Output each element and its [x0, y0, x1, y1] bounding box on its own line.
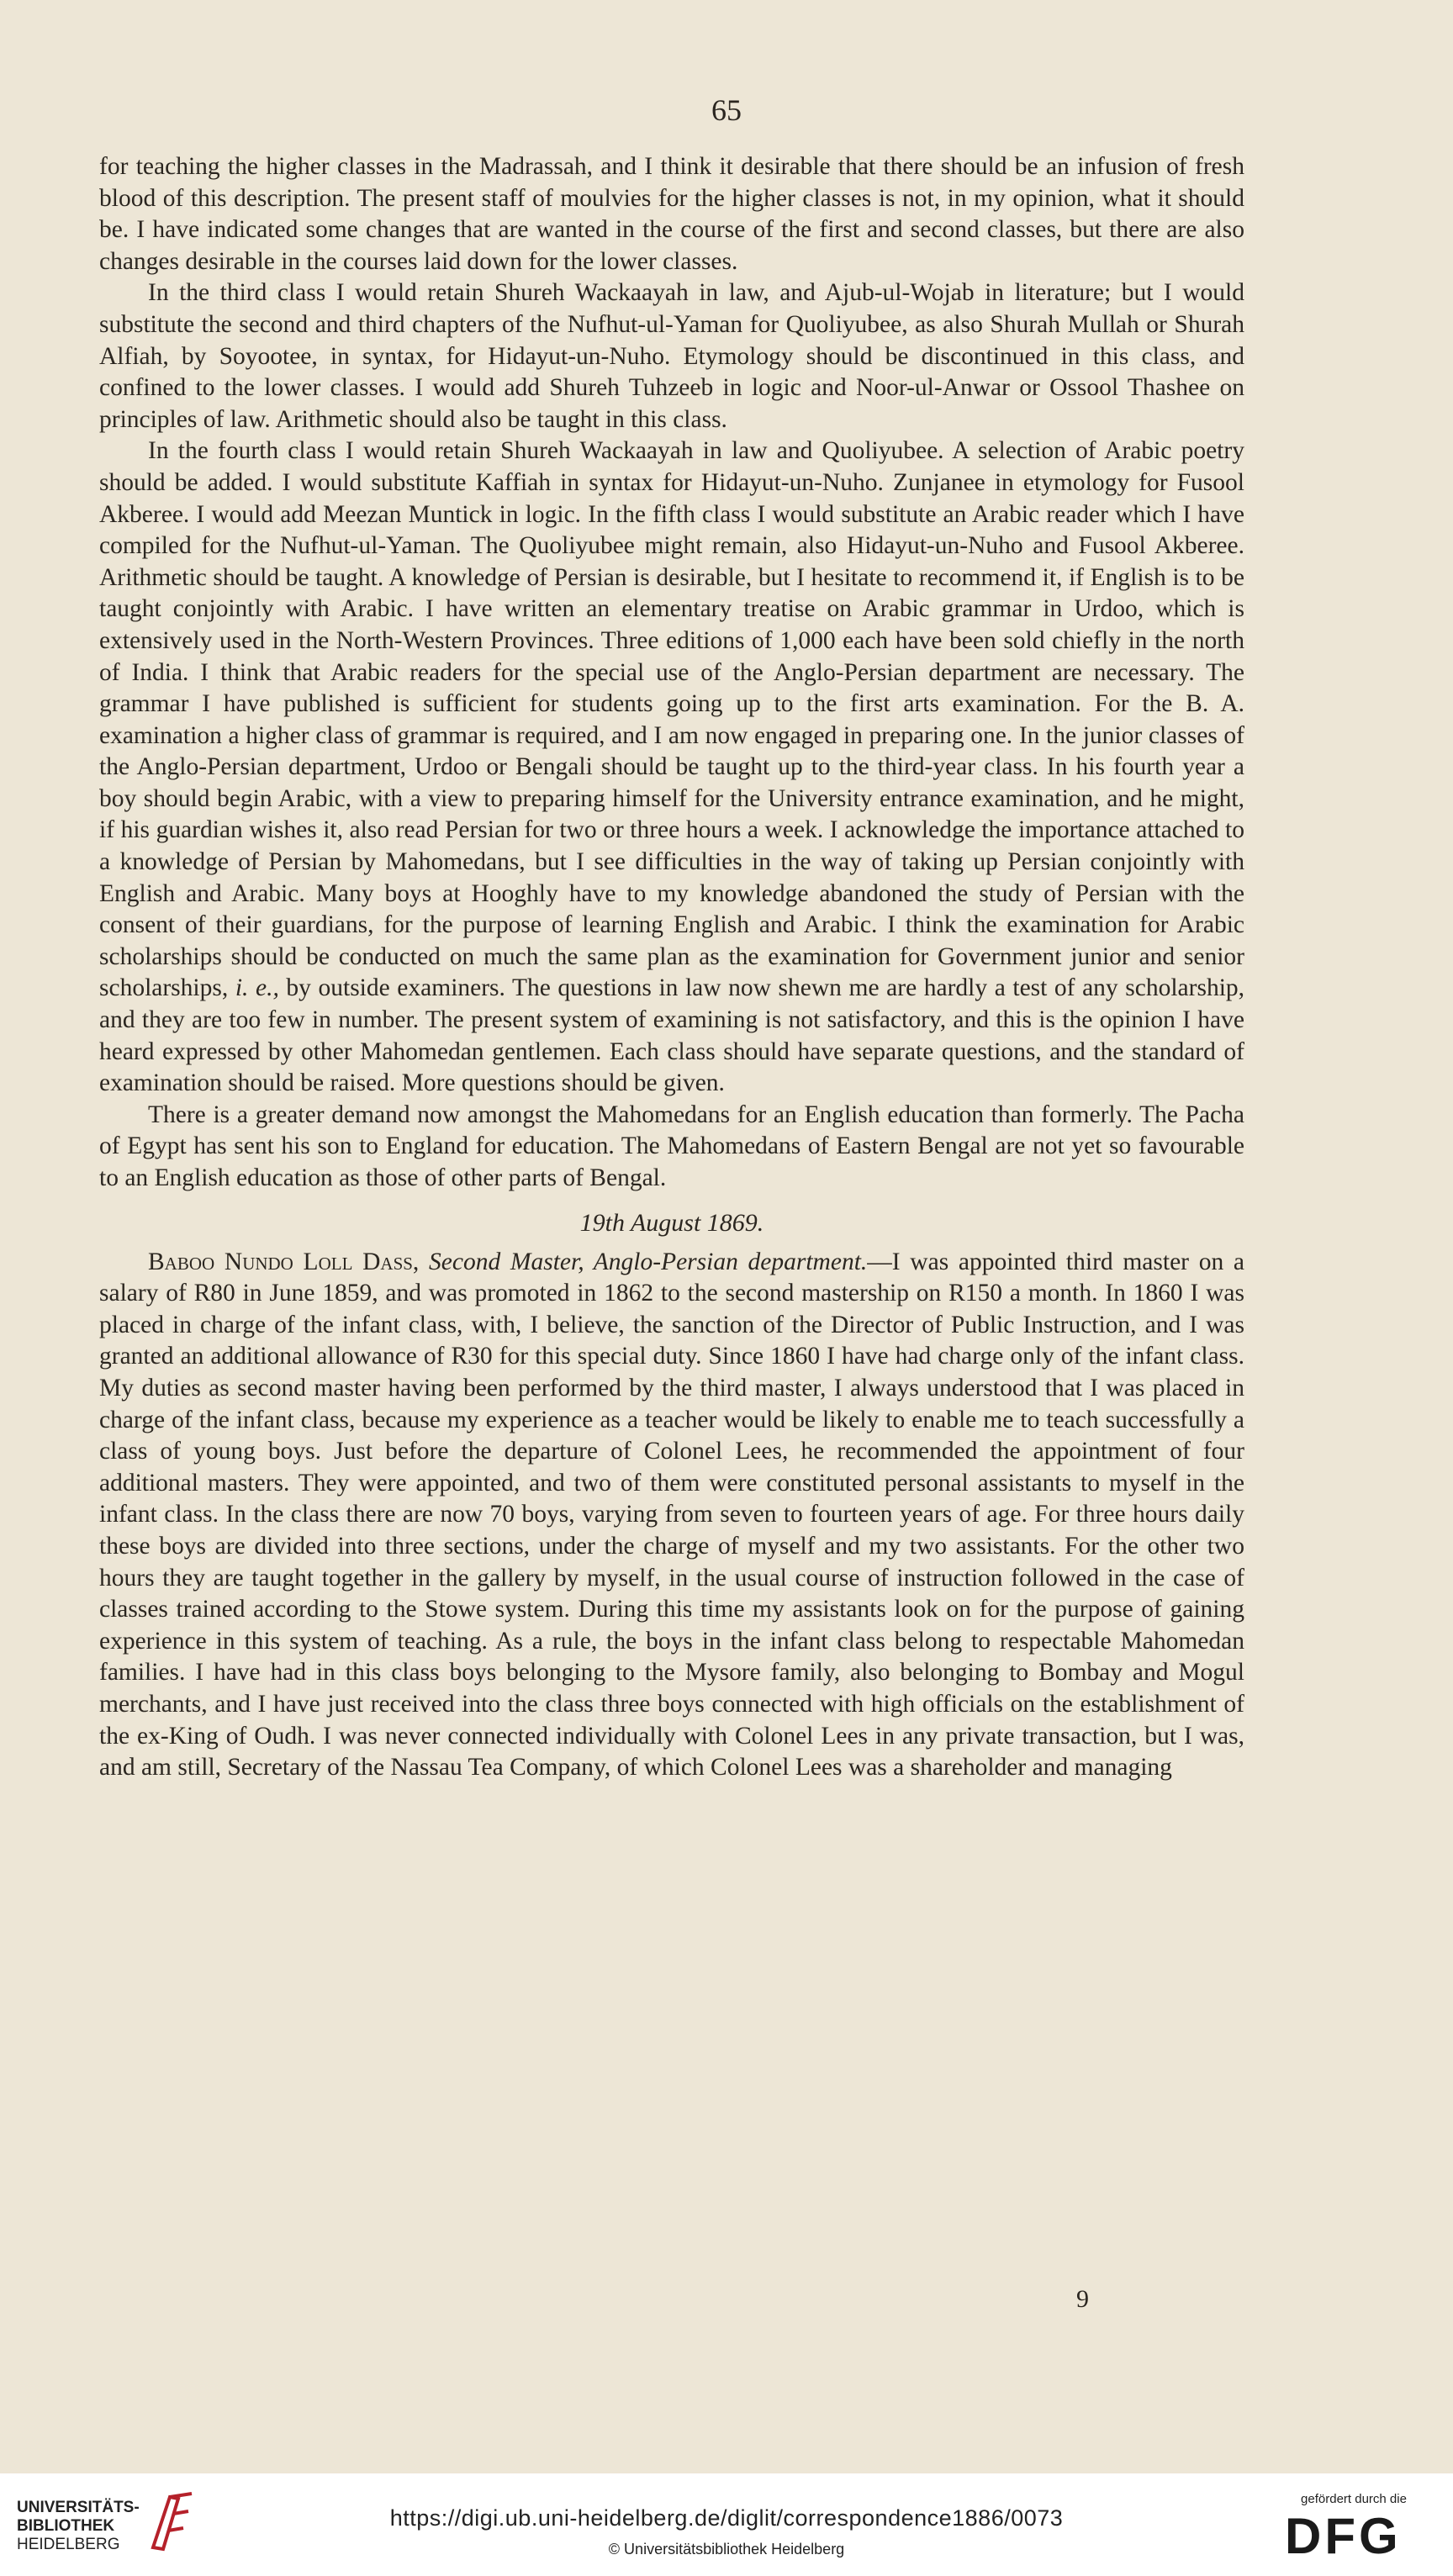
institution-line-2: BIBLIOTHEK	[17, 2517, 115, 2535]
institution-line-3: HEIDELBERG	[17, 2536, 120, 2553]
paragraph-3-tail: by outside examiners. The questions in law now shewn me are hardly a test of any scholarship, and they are too few in number. The present system of examining is not satisfactory, and this is the opinion I have heard expressed by other Mahomedan gentlemen. Each class should have separate questions, and the standard of examination should be raised. More questions should be given.	[99, 974, 1245, 1097]
paragraph-1: for teaching the higher classes in the Madrassah, and I think it desirable that there should be an infusion of fresh blood of this description. The present staff of moulvies for the higher classes is not, in my opinion, what it should be. I have indicated some changes that are wanted in the course of the first and second classes, but there are also changes desirable in the courses laid down for the lower classes.	[99, 153, 1244, 275]
witness-title: Second Master, Anglo-Persian department.	[429, 1248, 868, 1275]
paragraph-3-abbrev: i. e.,	[235, 974, 279, 1002]
paragraph-4: There is a greater demand now amongst the Mahomedans for an English education than formerly. The Pacha of Egypt has sent his son to England for education. The Mahomedans of Eastern Bengal are not yet so favourable to an English education as those of other parts of Bengal.	[99, 1101, 1244, 1191]
text-body	[99, 151, 1244, 1784]
paragraph-5-text: —I was appointed third master on a salary of R80 in June 1859, and was promoted in 1862 to the second mastership on R150 a month. In 1860 I was placed in charge of the infant class, with, I believe, the sanction of the Director of Public Instruction, and I was granted an additional allowance of R30 for this special duty. Since 1860 I have had charge only of the infant class. My duties as second master having been performed by the third master, I always understood that I was placed in charge of the infant class, because my experience as a teacher would be likely to enable me to teach successfully a class of young boys. Just before the departure of Colonel Lees, he recommended the appointment of four additional masters. They were appointed, and two of them were constituted personal assistants to myself in the infant class. In the class there are now 70 boys, varying from seven to fourteen years of age. For three hours daily these boys are divided into three sections, under the charge of myself and my two assistants. For the other two hours they are taught together in the gallery by myself, in the usual course of instruction followed in the case of classes trained according to the Stowe system. During this time my assistants look on for the purpose of gaining experience in this system of teaching. As a rule, the boys in the infant class belong to respectable Mahomedan families. I have had in this class boys belonging to the Mysore family, also belonging to Bombay and Mogul merchants, and I have just received into the class three boys connected with high officials on the establishment of the ex-King of Oudh. I was never connected individually with Colonel Lees in any private transaction, but I was, and am still, Secretary of the Nassau Tea Company, of which Colonel Lees was a shareholder and managing	[99, 1248, 1244, 1782]
dfg-logo: DFG	[1285, 2508, 1402, 2564]
copyright-notice: © Universitätsbibliothek Heidelberg	[608, 2541, 845, 2558]
page-number: 65	[711, 93, 742, 127]
witness-name: Baboo Nundo Loll Dass,	[148, 1248, 420, 1275]
signature-mark: 9	[1076, 2285, 1089, 2313]
dateline: 19th August 1869.	[579, 1208, 764, 1237]
paragraph-3	[99, 435, 1244, 1099]
permalink-url[interactable]: https://digi.ub.uni-heidelberg.de/diglit/correspondence1886/0073	[389, 2505, 1064, 2531]
paragraph-5	[99, 1247, 1244, 1784]
funder-label: gefördert durch die	[1301, 2492, 1407, 2506]
institution-line-1: UNIVERSITÄTS-	[17, 2499, 140, 2516]
paragraph-2: In the third class I would retain Shureh Wackaayah in law, and Ajub-ul-Wojab in literature; but I would substitute the second and third chapters of the Nufhut-ul-Yaman for Quoliyubee, as also Shurah Mullah or Shurah Alfiah, by Soyootee, in syntax, for Hidayut-un-Nuho. Etymology should be discontinued in this class, and confined to the lower classes. I would add Shureh Tuhzeeb in logic and Noor-ul-Anwar or Ossool Thashee on principles of law. Arithmetic should also be taught in this class.	[99, 279, 1244, 433]
paragraph-3-text: In the fourth class I would retain Shureh Wackaayah in law and Quoliyubee. A selection of Arabic poetry should be added. I would substitute Kaffiah in syntax for Hidayut-un-Nuho. Zunjanee in etymology for Fusool Akberee. I would add Meezan Muntick in logic. In the fifth class I would substitute an Arabic reader which I have compiled for the Nufhut-ul-Yaman. The Quoliyubee might remain, also Hidayut-un-Nuho and Fusool Akberee. Arithmetic should be taught. A knowledge of Persian is desirable, but I hesitate to recommend it, if English is to be taught conjointly with Arabic. I have written an elementary treatise on Arabic grammar in Urdoo, which is extensively used in the North-Western Provinces. Three editions of 1,000 each have been sold chiefly in the north of India. I think that Arabic readers for the special use of the Anglo-Persian department are necessary. The grammar I have published is sufficient for students going up to the first arts examination. For the B. A. examination a higher class of grammar is required, and I am now engaged in preparing one. In the junior classes of the Anglo-Persian department, Urdoo or Bengali should be taught up to the third-year class. In his fourth year a boy should begin Arabic, with a view to preparing himself for the University entrance examination, and he might, if his guardian wishes it, also read Persian for two or three hours a week. I acknowledge the importance attached to a knowledge of Persian by Mahomedans, but I see difficulties in the way of taking up Persian conjointly with English and Arabic. Many boys at Hooghly have to my knowledge abandoned the study of Persian with the consent of their guardians, for the purpose of learning English and Arabic. I think the examination for Arabic scholarships should be conducted on much the same plan as the examination for Government junior and senior scholarships,	[99, 437, 1244, 1002]
viewer-footer	[0, 2473, 1453, 2576]
